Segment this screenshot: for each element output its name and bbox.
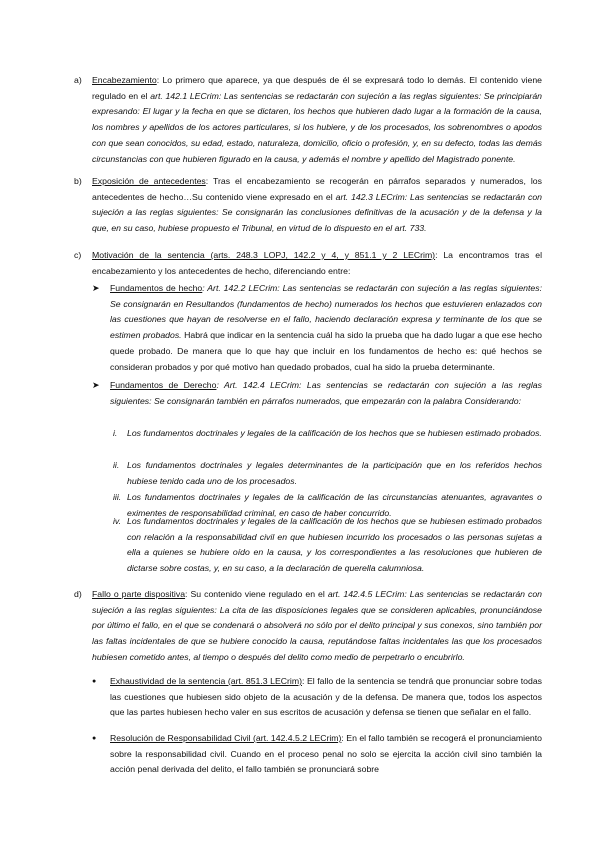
fundamentos-hecho-text: Habrá que indicar en la sentencia cuál ha sido la prueba que ha dado lugar a que ese hecho quede probado. De manera que lo que hay que incluir en los fundamentos de hecho es: qué hechos se consideran probados y por qué motivo han quedado probados, cual ha sido la prueba determinante. bbox=[110, 330, 542, 372]
list-item: Los fundamentos doctrinales y legales de la calificación de los hechos que se hubiesen estimado probados. bbox=[127, 428, 542, 438]
arrow-bullet-icon: ➤ bbox=[92, 380, 100, 390]
list-item: Los fundamentos doctrinales y legales de la calificación de los hechos que se hubiesen estimado probados con relación a la responsabilidad civil en que hubiesen incurrido los procesados o las personas sujetas a ella a quienes se hubiere oído en la causa, y los correspondientes a las resoluciones que hubieren de dictarse sobre costas, y, en su caso, a la declaración de querella calumniosa. bbox=[127, 516, 542, 574]
section-b-title: Exposición de antecedentes bbox=[92, 176, 206, 186]
fundamentos-hecho-quote: : Art. 142.2 LECrim: Las sentencias se redactarán con sujeción a las reglas siguientes: Se consignarán en Resultandos (fundamentos de hecho) numerados los hechos que estuvieren enlazados con las cuestiones que hayan de resolverse en el fallo, haciendo declaración expresa y terminante de los que se estimen probados. bbox=[110, 283, 542, 341]
arrow-bullet-icon: ➤ bbox=[92, 283, 100, 293]
fundamentos-derecho-paragraph bbox=[110, 378, 542, 409]
section-b-paragraph bbox=[92, 174, 542, 237]
section-c-marker: c) bbox=[74, 250, 82, 260]
section-d-text: : Su contenido viene regulado en el bbox=[185, 589, 328, 599]
section-a-title: Encabezamiento bbox=[92, 75, 157, 85]
exhaustividad-title: Exhaustividad de la sentencia (art. 851.3 LECrim) bbox=[110, 676, 302, 686]
exhaustividad-paragraph bbox=[110, 674, 542, 721]
section-d-paragraph bbox=[92, 587, 542, 666]
section-a-paragraph bbox=[92, 73, 542, 167]
section-a-marker: a) bbox=[74, 75, 82, 85]
list-item-number: iv. bbox=[113, 516, 122, 526]
list-item-number: iii. bbox=[113, 492, 122, 502]
section-d-quote: art. 142.4.5 LECrim: Las sentencias se redactarán con sujeción a las reglas siguientes: La cita de las disposiciones legales que se consideren aplicables, pronunciándose por último el fallo, en el que se condenará o absolverá no sólo por el delito principal y sus conexos, sino también por las faltas incidentales de que se hubiere conocido la causa, reputándose faltas incidentales las que los procesados hubiesen cometido antes, al tiempo o después del delito como medio de perpetrarlo o encubrirlo. bbox=[92, 589, 543, 662]
section-c-title: Motivación de la sentencia (arts. 248.3 LOPJ, 142.2 y 4, y 851.1 y 2 LECrim) bbox=[92, 250, 436, 260]
section-b-quote: art. 142.3 LECrim: Las sentencias se redactarán con sujeción a las reglas siguientes: Se consignarán las conclusiones definitivas de la acusación y de la defensa y la que, en su caso, hubiese propuesto el Tribunal, en virtud de lo dispuesto en el art. 733. bbox=[92, 191, 542, 234]
fundamentos-derecho-quote: : Art. 142.4 LECrim: Las sentencias se redactarán con sujeción a las reglas siguientes: Se consignarán también en párrafos numerados, que empezarán con la palabra Considerando: bbox=[110, 380, 542, 406]
list-item: Los fundamentos doctrinales y legales de la calificación de las circunstancias atenuantes, agravantes o eximentes de responsabilidad criminal, en caso de haber concurrido. bbox=[127, 492, 542, 518]
section-c-text: : La encontramos tras el encabezamiento y los antecedentes de hecho, diferenciando entre: bbox=[92, 250, 542, 276]
dot-bullet-icon: ● bbox=[92, 735, 97, 742]
list-item-number: ii. bbox=[113, 460, 120, 470]
section-c-paragraph bbox=[92, 248, 542, 279]
section-a-quote: art. 142.1 LECrim: Las sentencias se redactarán con sujeción a las reglas siguientes: Se principiarán expresando: El lugar y la fecha en que se dictaren, los hechos que hubieren dado lugar a la formación de la causa, los nombres y apellidos de los actores particulares, si los hubiere, y de los procesados, los sobrenombres o apodos con que sean conocidos, su edad, estado, naturaleza, domicilio, oficio o profesión, y, en su defecto, todas las demás circunstancias con que hubieren figurado en la causa, y además el nombre y apellido del Magistrado ponente. bbox=[92, 90, 542, 164]
section-b-text: : Tras el encabezamiento se recogerán en párrafos separados y numerados, los antecedentes de hecho…Su contenido viene expresado en el bbox=[92, 176, 542, 202]
section-d-marker: d) bbox=[74, 589, 82, 599]
list-item: Los fundamentos doctrinales y legales determinantes de la participación que en los referidos hechos hubiese tenido cada uno de los procesados. bbox=[127, 460, 542, 486]
responsabilidad-civil-paragraph bbox=[110, 731, 542, 778]
list-item-number: i. bbox=[113, 428, 118, 438]
section-d-title: Fallo o parte dispositiva bbox=[92, 589, 186, 599]
responsabilidad-civil-text: : En el fallo también se recogerá el pronunciamiento sobre la responsabilidad civil. Cuando en el proceso penal no solo se ejercita la acción civil sino también la acción penal derivada del delito, el fallo también se pronunciará sobre bbox=[110, 733, 542, 775]
fundamentos-hecho-paragraph bbox=[110, 281, 542, 375]
responsabilidad-civil-title: Resolución de Responsabilidad Civil (art. 142.4.5.2 LECrim) bbox=[110, 733, 342, 743]
section-b-marker: b) bbox=[74, 176, 82, 186]
dot-bullet-icon: ● bbox=[92, 678, 97, 685]
fundamentos-derecho-title: Fundamentos de Derecho bbox=[110, 380, 217, 390]
section-a-text: : Lo primero que aparece, ya que después de él se expresará todo lo demás. El contenido viene regulado en el bbox=[92, 75, 542, 101]
exhaustividad-text: : El fallo de la sentencia se tendrá que pronunciar sobre todas las cuestiones que hubiesen sido objeto de la acusación y de la defensa. De manera que, todos los aspectos que las partes hubiesen hecho valer en sus escritos de acusación y defensa se tienen que señalar en el fallo. bbox=[110, 676, 542, 718]
fundamentos-hecho-title: Fundamentos de hecho bbox=[110, 283, 203, 293]
